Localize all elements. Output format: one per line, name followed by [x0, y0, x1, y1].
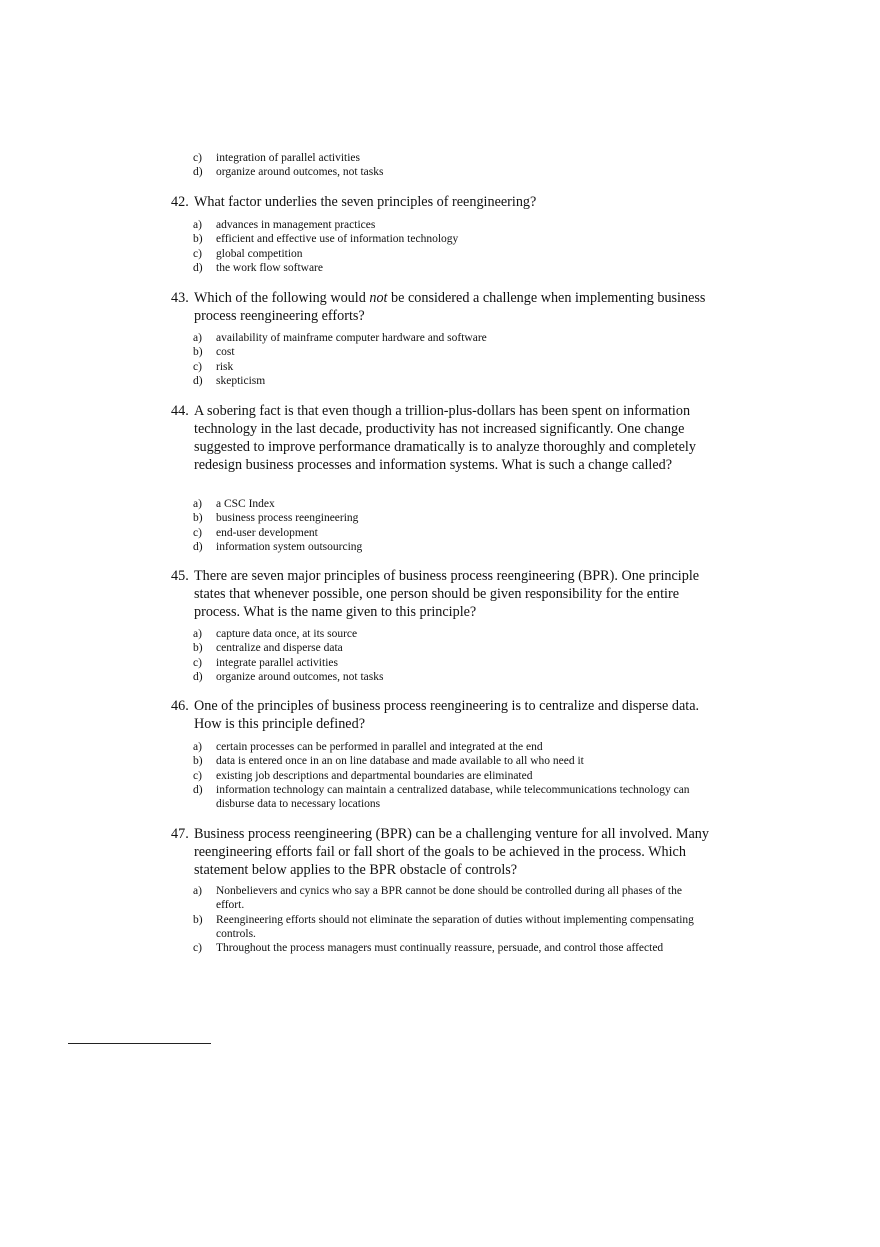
option-item: a) capture data once, at its source: [193, 628, 358, 640]
option-item: a) availability of mainframe computer hardware and software: [193, 332, 487, 344]
option-item: b) business process reengineering: [193, 512, 359, 525]
question-42-options: [193, 218, 713, 275]
option-item: d) skepticism: [193, 374, 266, 387]
option-item: d) organize around outcomes, not tasks: [193, 670, 384, 683]
question-44-options: [193, 497, 713, 554]
question-46: 46. One of the principles of business process reengineering is to centralize and disperse data. How is this principle defined?: [171, 698, 700, 732]
option-item: a) advances in management practices: [193, 219, 376, 231]
question-45-options: [193, 627, 713, 684]
carryover-option-list: [193, 151, 713, 180]
option-item: d) the work flow software: [193, 261, 323, 274]
option-item: c) existing job descriptions and departmental boundaries are eliminated: [193, 769, 533, 782]
question-45: 45. There are seven major principles of business process reengineering (BPR). One principle states that whenever possible, one person should be given responsibility for the entire process. What is the name given to this principle?: [171, 568, 700, 620]
option-item: a) Nonbelievers and cynics who say a BPR cannot be done should be controlled during all phases of the effort.: [193, 885, 682, 912]
option-item: b) Reengineering efforts should not eliminate the separation of duties without implementing compensating controls.: [193, 913, 694, 940]
question-47-options: [193, 884, 713, 955]
option-item: d) information technology can maintain a centralized database, while telecommunications technology can disburse data to necessary locations: [193, 783, 690, 811]
option-item: c) integrate parallel activities: [193, 656, 338, 669]
option-item: c) end-user development: [193, 526, 318, 539]
option-item: b) centralize and disperse data: [193, 642, 343, 655]
question-46-options: [193, 740, 713, 811]
option-item: b) efficient and effective use of information technology: [193, 233, 459, 246]
emphasis-not: not: [369, 290, 388, 306]
option-item: c) integration of parallel activities: [193, 152, 361, 164]
option-item: b) data is entered once in an on line database and made available to all who need it: [193, 755, 584, 768]
question-43: 43. Which of the following would not be considered a challenge when implementing business process reengineering efforts?: [171, 290, 706, 324]
option-item: d) organize around outcomes, not tasks: [193, 166, 384, 179]
question-47: 47. Business process reengineering (BPR) can be a challenging venture for all involved. Many reengineering efforts fail or fall short of the goals to be achieved in the process. Which statement below applies to the BPR obstacle of controls?: [171, 826, 709, 878]
option-item: c) global competition: [193, 247, 303, 260]
question-42: 42. What factor underlies the seven principles of reengineering?: [171, 194, 537, 210]
footnote-separator: [68, 1043, 211, 1044]
question-44: 44. A sobering fact is that even though a trillion-plus-dollars has been spent on information technology in the last decade, productivity has not increased significantly. One change suggested to improve performance dramatically is to analyze thoroughly and completely redesign business processes and information systems. What is such a change called?: [171, 403, 696, 473]
option-item: c) Throughout the process managers must continually reassure, persuade, and control those affected: [193, 942, 664, 955]
option-item: a) certain processes can be performed in parallel and integrated at the end: [193, 741, 543, 753]
option-item: b) cost: [193, 346, 235, 359]
option-item: a) a CSC Index: [193, 498, 275, 510]
option-item: d) information system outsourcing: [193, 540, 363, 553]
question-43-options: [193, 331, 713, 388]
option-item: c) risk: [193, 360, 234, 373]
